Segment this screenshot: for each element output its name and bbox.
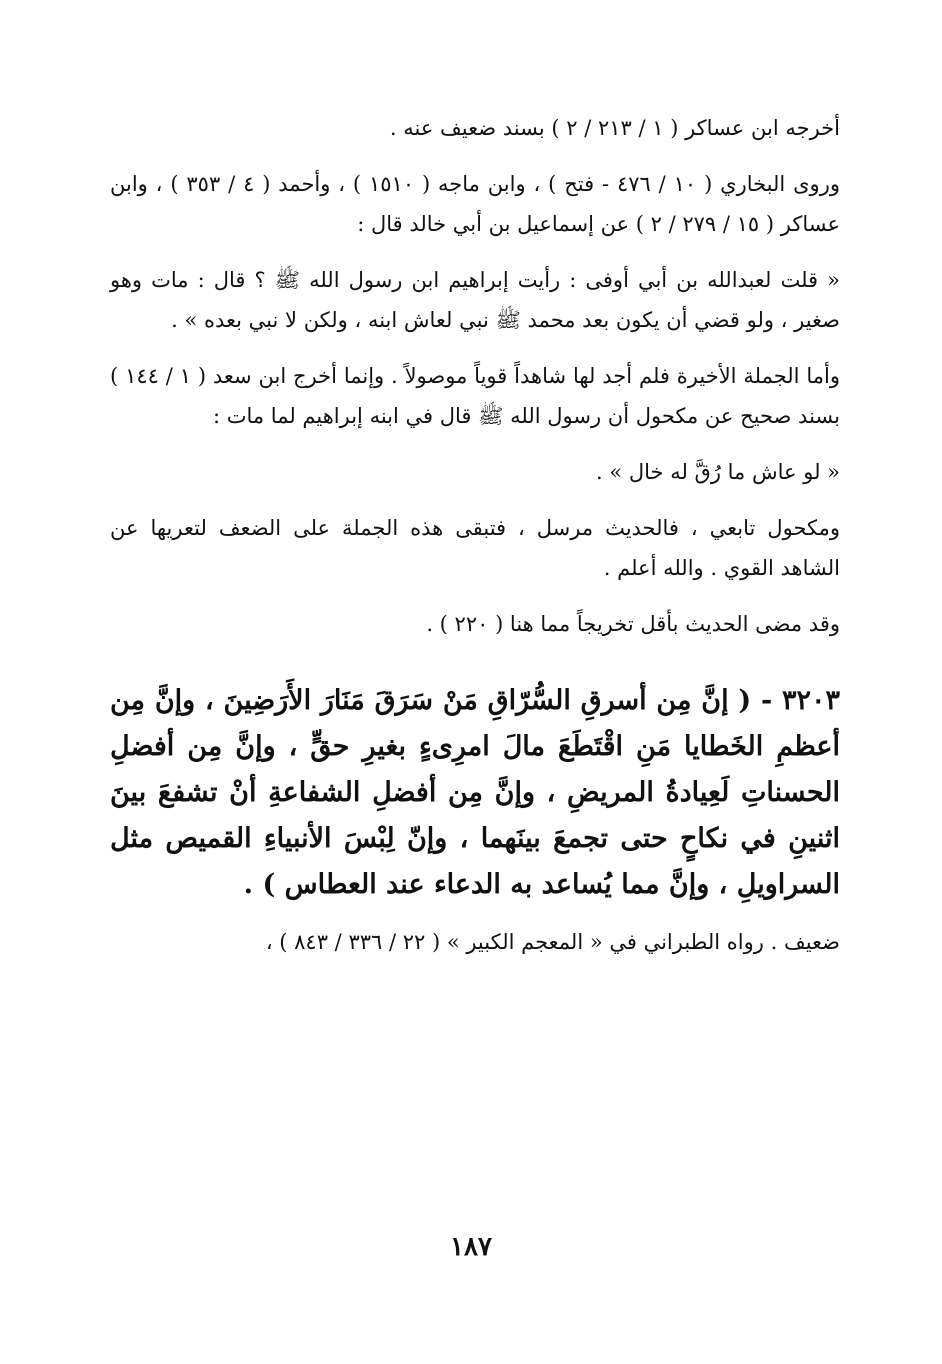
paragraph-last-sentence-analysis: وأما الجملة الأخيرة فلم أجد لها شاهداً قوياً موصولاً . وإنما أخرج ابن سعد ( ١ / ١٤٤ ) بسند صحيح عن مكحول أن رسول الله ﷺ قال في ابنه إبراهيم لما مات : [110, 364, 840, 428]
paragraph-quote-ibn-abi-awfa: « قلت لعبدالله بن أبي أوفى : رأيت إبراهيم ابن رسول الله ﷺ ؟ قال : مات وهو صغير ، ولو قضي أن يكون بعد محمد ﷺ نبي لعاش ابنه ، ولكن لا نبي بعده » . [110, 268, 840, 332]
paragraph-mursal-note: ومكحول تابعي ، فالحديث مرسل ، فتبقى هذه الجملة على الضعف لتعريها عن الشاهد القوي . والله أعلم . [110, 516, 840, 580]
hadith-verdict: ضعيف . رواه الطبراني في « المعجم الكبير » ( ٢٢ / ٣٣٦ / ٨٤٣ ) ، [265, 930, 840, 954]
paragraph-previous-reference: وقد مضى الحديث بأقل تخريجاً مما هنا ( ٢٢٠ ) . [426, 612, 840, 636]
paragraph-quote-makhul: « لو عاش ما رُقَّ له خال » . [596, 460, 840, 484]
page-body [110, 100, 840, 962]
page-number: ١٨٧ [450, 1232, 492, 1262]
paragraph-source-ibn-asakir: أخرجه ابن عساكر ( ١ / ٢١٣ / ٢ ) بسند ضعيف عنه . [389, 116, 840, 140]
paragraph-bukhari-narration: وروى البخاري ( ١٠ / ٤٧٦ - فتح ) ، وابن ماجه ( ١٥١٠ ) ، وأحمد ( ٤ / ٣٥٣ ) ، وابن عساكر ( ١٥ / ٢٧٩ / ٢ ) عن إسماعيل بن أبي خالد قال : [110, 172, 840, 236]
hadith-text-block [110, 678, 840, 908]
hadith-text: - ( إنَّ مِن أسرقِ السُّرّاقِ مَنْ سَرَقَ مَنَارَ الأَرَضِينَ ، وإنَّ مِن أعظمِ الخَطايا مَنِ اقْتَطَعَ مالَ امرِىءٍ بغيرِ حقٍّ ، وإنَّ مِن أفضلِ الحسناتِ لَعِيادةُ المريضِ ، وإنَّ مِن أفضلِ الشفاعةِ أنْ تشفعَ بينَ اثنينِ في نكاحٍ حتى تجمعَ بينَهما ، وإنّ لِبْسَ الأنبياءِ القميص مثل السراويلِ ، وإنَّ مما يُساعد به الدعاء عند العطاس ) . [110, 685, 840, 900]
hadith-number: ٣٢٠٣ [781, 685, 840, 716]
